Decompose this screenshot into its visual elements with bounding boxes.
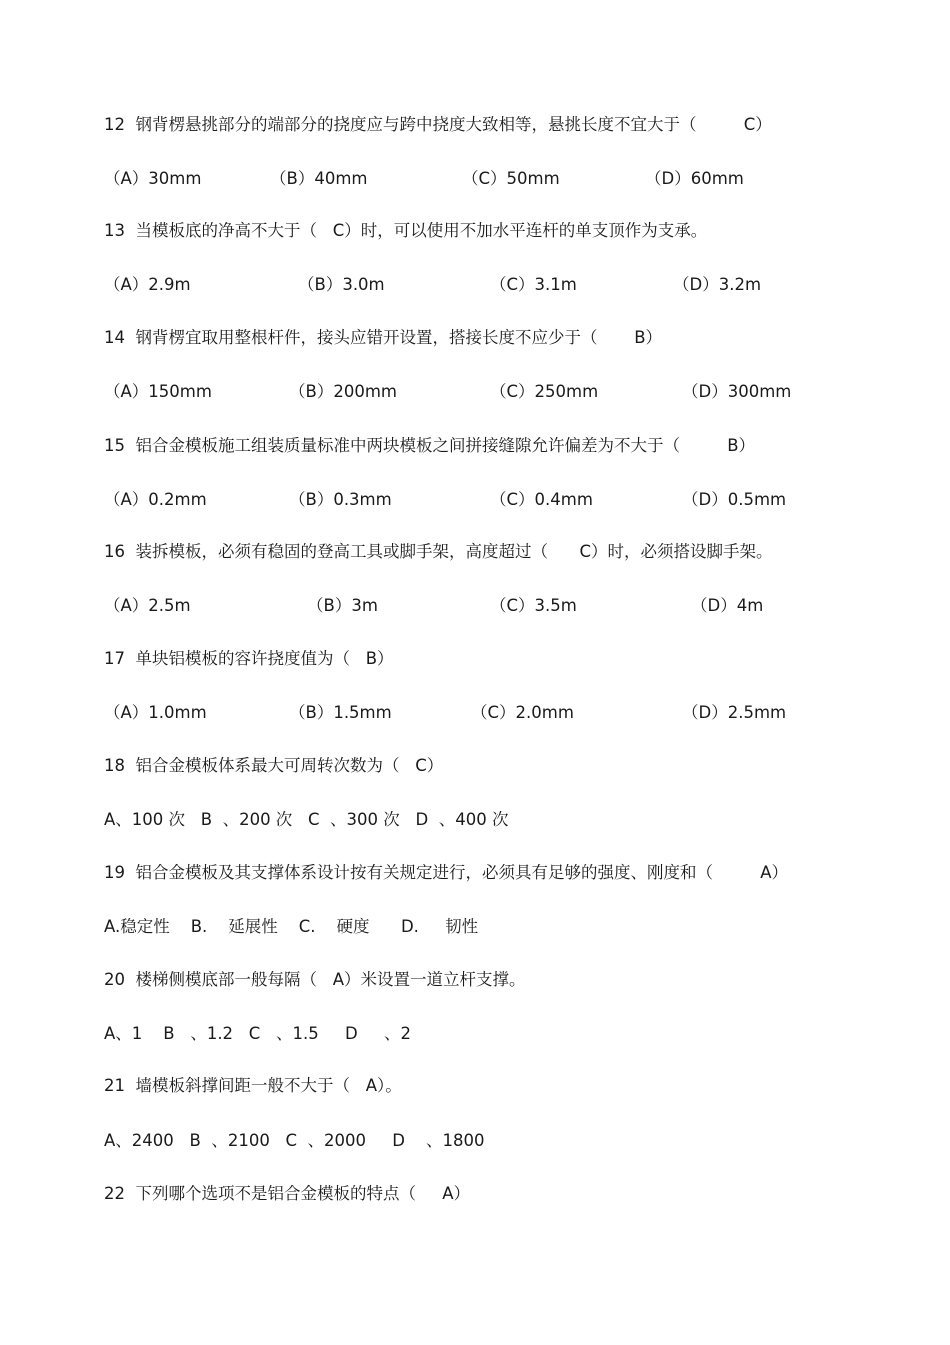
question-19: 19 铝合金模板及其支撑体系设计按有关规定进行，必须具有足够的强度、刚度和（ A）	[104, 863, 788, 882]
q14-option-d: （D）300mm	[682, 382, 792, 401]
q16-option-b: （B）3m	[307, 596, 378, 615]
question-13: 13 当模板底的净高不大于（ C）时，可以使用不加水平连杆的单支顶作为支承。	[104, 221, 708, 240]
q12-option-a: （A）30mm	[104, 169, 202, 188]
q15-option-c: （C）0.4mm	[490, 490, 593, 509]
q13-option-a: （A）2.9m	[104, 275, 191, 294]
q17-option-d: （D）2.5mm	[682, 703, 787, 722]
question-20: 20 楼梯侧模底部一般每隔（ A）米设置一道立杆支撑。	[104, 970, 526, 989]
q16-option-c: （C）3.5m	[490, 596, 577, 615]
q16-option-d: （D）4m	[691, 596, 764, 615]
q14-option-a: （A）150mm	[104, 382, 212, 401]
q14-option-c: （C）250mm	[490, 382, 599, 401]
question-16: 16 装拆模板，必须有稳固的登高工具或脚手架，高度超过（ C）时，必须搭设脚手架。	[104, 542, 773, 561]
question-12: 12 钢背楞悬挑部分的端部分的挠度应与跨中挠度大致相等，悬挑长度不宜大于（ C）	[104, 115, 772, 134]
q14-option-b: （B）200mm	[289, 382, 397, 401]
q17-option-b: （B）1.5mm	[289, 703, 392, 722]
q15-option-a: （A）0.2mm	[104, 490, 207, 509]
question-21: 21 墙模板斜撑间距一般不大于（ A）。	[104, 1076, 402, 1095]
q19-options: A.稳定性 B. 延展性 C. 硬度 D. 韧性	[104, 917, 479, 936]
question-18: 18 铝合金模板体系最大可周转次数为（ C）	[104, 756, 444, 775]
q15-option-d: （D）0.5mm	[682, 490, 787, 509]
question-22: 22 下列哪个选项不是铝合金模板的特点（ A）	[104, 1184, 470, 1203]
q13-option-b: （B）3.0m	[298, 275, 385, 294]
q20-options: A、1 B 、1.2 C 、1.5 D 、2	[104, 1024, 411, 1043]
q12-option-d: （D）60mm	[645, 169, 744, 188]
q15-option-b: （B）0.3mm	[289, 490, 392, 509]
q12-option-c: （C）50mm	[462, 169, 560, 188]
question-14: 14 钢背楞宜取用整根杆件，接头应错开设置，搭接长度不应少于（ B）	[104, 328, 663, 347]
q16-option-a: （A）2.5m	[104, 596, 191, 615]
question-17: 17 单块铝模板的容许挠度值为（ B）	[104, 649, 394, 668]
q12-option-b: （B）40mm	[270, 169, 368, 188]
q13-option-d: （D）3.2m	[673, 275, 762, 294]
q17-option-a: （A）1.0mm	[104, 703, 207, 722]
question-15: 15 铝合金模板施工组装质量标准中两块模板之间拼接缝隙允许偏差为不大于（ B）	[104, 436, 756, 455]
q17-option-c: （C）2.0mm	[471, 703, 574, 722]
q21-options: A、2400 B 、2100 C 、2000 D 、1800	[104, 1131, 485, 1150]
q13-option-c: （C）3.1m	[490, 275, 577, 294]
q18-options: A、100 次 B 、200 次 C 、300 次 D 、400 次	[104, 810, 509, 829]
